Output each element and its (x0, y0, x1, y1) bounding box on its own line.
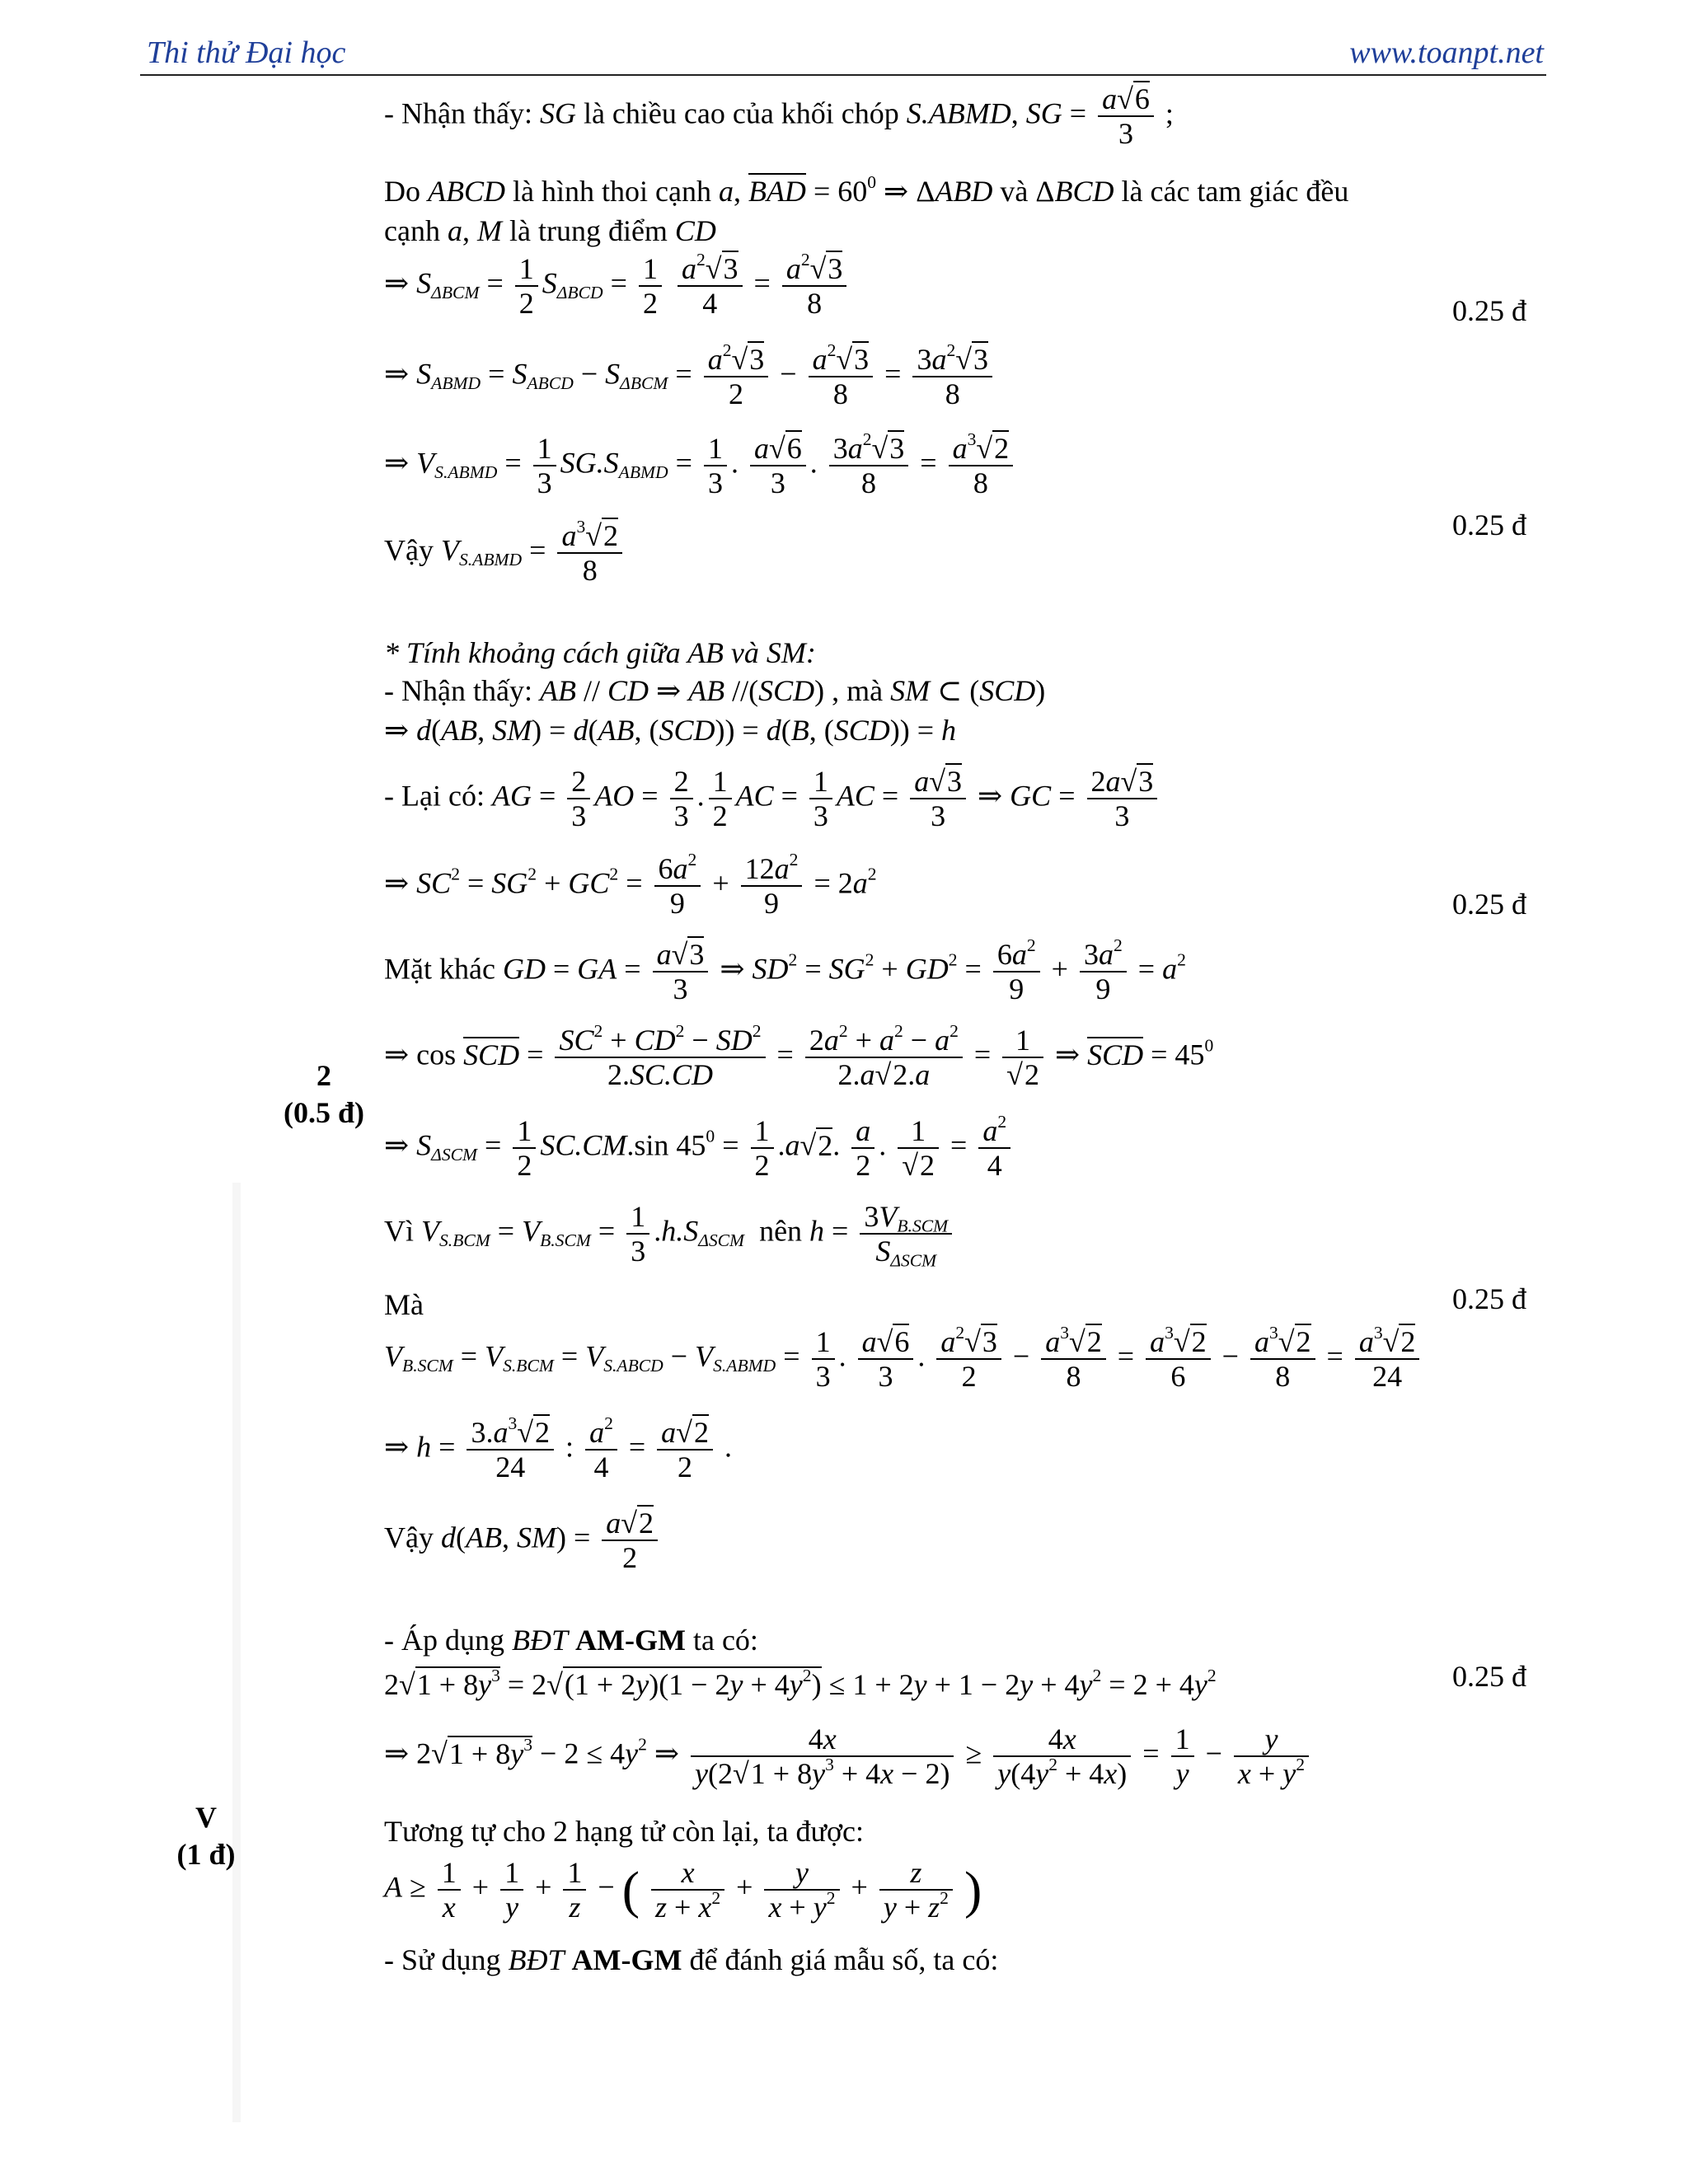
score-5: 0.25 đ (1452, 1660, 1526, 1693)
header-divider (140, 74, 1546, 76)
formula-h-value: ⇒ h = $\frac{3.a^3√2}{24}$ : $\frac{a^2}{4}$ = $\frac{a√2}{2}$ . (384, 1413, 732, 1484)
formula-ag: - Lại có: AG = $\frac{2}{3}$ AO = $\frac{2}{3}$ . $\frac{1}{2}$ AC = $\frac{1}{3}$ AC = $\frac{a√3}{3}$ ⇒ GC = $\frac{2a√3}{3}$ (384, 765, 1161, 833)
margin-shade (232, 1183, 241, 2122)
formula-s-bcm: ⇒ $S_{\Delta BCM}$ = $\frac{1}{2}$ $S_{\Delta BCD}$ = $\frac{1}{2}$ $\frac{a^2√3}{4}$ = $\frac{a^2√3}{8}$ (384, 252, 851, 321)
formula-v-sabmd: ⇒ $V_{S.ABMD}$ = $\frac{1}{3}$ $SG.S_{ABMD}$ = $\frac{1}{3}$ . $\frac{a√6}{3}$ . $\frac{3a^2√3}{8}$ = $\frac{a^3√2}{8}$ (384, 432, 1017, 500)
text-mat-khac: Mặt khác (384, 952, 495, 986)
text-tuong-tu: Tương tự cho 2 hạng tử còn lại, ta được: (384, 1815, 864, 1848)
formula-s-scm: ⇒ $S_{\Delta SCM}$ = $\frac{1}{2}$ SC.CM.sin $45^0$ = $\frac{1}{2}$ .a√2. $\frac{a}{2}$ . $\frac{1}{√2}$ = $\frac{a^2}{4}$ (384, 1114, 1015, 1183)
result-volume: Vậy $V_{S.ABMD}$ = $\frac{a^3√2}{8}$ (384, 519, 626, 588)
text-bdt-2: BĐT (508, 1943, 565, 1976)
text-trung-diem: là trung điểm (509, 214, 668, 247)
line-ab-parallel: - Nhận thấy: AB // CD ⇒ AB //(SCD) , mà SM ⊂ (SCD) (384, 674, 1046, 707)
line-rhombus: Do ABCD là hình thoi cạnh a, BAD = $60^0$ ⇒ ΔABD và ΔBCD là các tam giác đều (384, 171, 1349, 208)
text-amgm: AM-GM (575, 1624, 686, 1657)
text-su-dung: - Sử dụng (384, 1943, 501, 1976)
label-nhan-thay: - Nhận thấy: (384, 96, 532, 130)
formula-cos-scd: ⇒ cos SCD = $\frac{SC^2 + CD^2 - SD^2}{2.SC.CD}$ = $\frac{2a^2 + a^2 - a^2}{2.a√2.a}$ = $\frac{1}{√2}$ ⇒ SCD = $45^0$ (384, 1020, 1214, 1092)
text-ma-capital: Mà (384, 1288, 424, 1321)
text-chieu-cao: là chiều cao của khối chóp (583, 96, 899, 130)
section-2-number: 2 (316, 1059, 331, 1092)
text-nen: nên (759, 1214, 803, 1248)
label-nhan-thay-2: - Nhận thấy: (384, 674, 532, 707)
line-ap-dung (384, 1625, 758, 1655)
score-3: 0.25 đ (1452, 888, 1526, 921)
text-amgm-2: AM-GM (571, 1943, 682, 1976)
result-distance: Vậy d(AB, SM) = $\frac{a√2}{2}$ (384, 1507, 662, 1575)
formula-h-def: Vì $V_{S.BCM} = V_{B.SCM}$ = $\frac{1}{3}$ $.h.S_{\Delta SCM}$ nên h = $3V_{B.SCM}$ $S_{\Delta SCM}$ (384, 1200, 956, 1268)
formula-s-abmd: ⇒ $S_{ABMD} = S_{ABCD} - S_{\Delta BCM}$ = $\frac{a^2√3}{2}$ − $\frac{a^2√3}{8}$ = $\frac{3a^2√3}{8}$ (384, 343, 996, 411)
text-vay-1: Vậy (384, 533, 434, 567)
text-danh-gia: để đánh giá mẫu số, ta có: (689, 1943, 999, 1976)
text-ta-co: ta có: (692, 1624, 758, 1657)
text-vay-2: Vậy (384, 1521, 434, 1554)
text-hinh-thoi: là hình thoi cạnh (513, 175, 711, 208)
text-canh: cạnh (384, 214, 440, 247)
score-2: 0.25 đ (1452, 509, 1526, 541)
text-va: và (1000, 175, 1029, 208)
heading-distance: * Tính khoảng cách giữa AB và SM: (384, 636, 816, 669)
text-ap-dung: - Áp dụng (384, 1624, 504, 1657)
text-bdt: BĐT (512, 1624, 569, 1657)
text-ma: mà (846, 674, 884, 707)
line-sg-height: - Nhận thấy: SG là chiều cao của khối chóp S.ABMD, SG = $\frac{a√6}{3}$ ; (384, 82, 1174, 151)
line-distance-eq: ⇒ d(AB, SM) = d(AB, (SCD)) = d(B, (SCD)) = h (384, 714, 957, 747)
text-tam-giac-deu: là các tam giác đều (1121, 175, 1349, 208)
text-do: Do (384, 175, 420, 208)
header-left-title: Thi thử Đại học (147, 35, 346, 70)
section-2-label (258, 1057, 390, 1132)
section-v-number: V (195, 1801, 217, 1834)
text-vi: Vì (384, 1214, 414, 1248)
line-su-dung (384, 1945, 998, 1975)
line-midpoint: cạnh a, M là trung điểm CD (384, 214, 716, 247)
score-1: 0.25 đ (1452, 294, 1526, 327)
text-lai-co: - Lại có: (384, 779, 485, 813)
formula-fraction-bound: ⇒ $2√1 + 8y^3 - 2 \le 4y^2$ ⇒ $\frac{4x}{y(2√1 + 8y^3 + 4x - 2)}$ ≥ $\frac{4x}{y(4y^2 + 4x)}$ = $\frac{1}{y}$ − $\frac{y}{x + y^2}$ (384, 1722, 1313, 1791)
formula-v-bscm: $V_{B.SCM} = V_{S.BCM} = V_{S.ABCD} - V_{S.ABMD}$ = $\frac{1}{3}$ . $\frac{a√6}{3}$ . $\frac{a^2√3}{2}$ − $\frac{a^3√2}{8}$ = $\frac{a^3√2}{6}$ − $\frac{a^3√2}{8}$ = $\frac{a^3√2}{24}$ (384, 1325, 1423, 1394)
section-2-points: (0.5 đ) (284, 1096, 364, 1129)
score-4: 0.25 đ (1452, 1282, 1526, 1315)
formula-sc2: ⇒ $SC^2 = SG^2 + GC^2$ = $\frac{6a^2}{9}$ + $\frac{12a^2}{9}$ = $2a^2$ (384, 849, 877, 921)
section-v-points: (1 đ) (176, 1838, 236, 1871)
header-website[interactable]: www.toanpt.net (1349, 35, 1544, 70)
section-v-label (140, 1799, 272, 1873)
formula-sd2: Mặt khác GD = GA = $\frac{a√3}{3}$ ⇒ $SD^2 = SG^2 + GD^2$ = $\frac{6a^2}{9}$ + $\frac{3a^2}{9}$ = $a^2$ (384, 935, 1186, 1006)
formula-amgm-ineq: $2√1 + 8y^3 = 2√(1 + 2y)(1 - 2y + 4y^2) \le 1 + 2y + 1 - 2y + 4y^2 = 2 + 4y^2$ (384, 1665, 1217, 1701)
formula-a-bound: A ≥ $\frac{1}{x}$ + $\frac{1}{y}$ + $\frac{1}{z}$ − ( $\frac{x}{z + x^2}$ + $\frac{y}{x + y^2}$ + $\frac{z}{y + z^2}$ ) (384, 1856, 982, 1924)
